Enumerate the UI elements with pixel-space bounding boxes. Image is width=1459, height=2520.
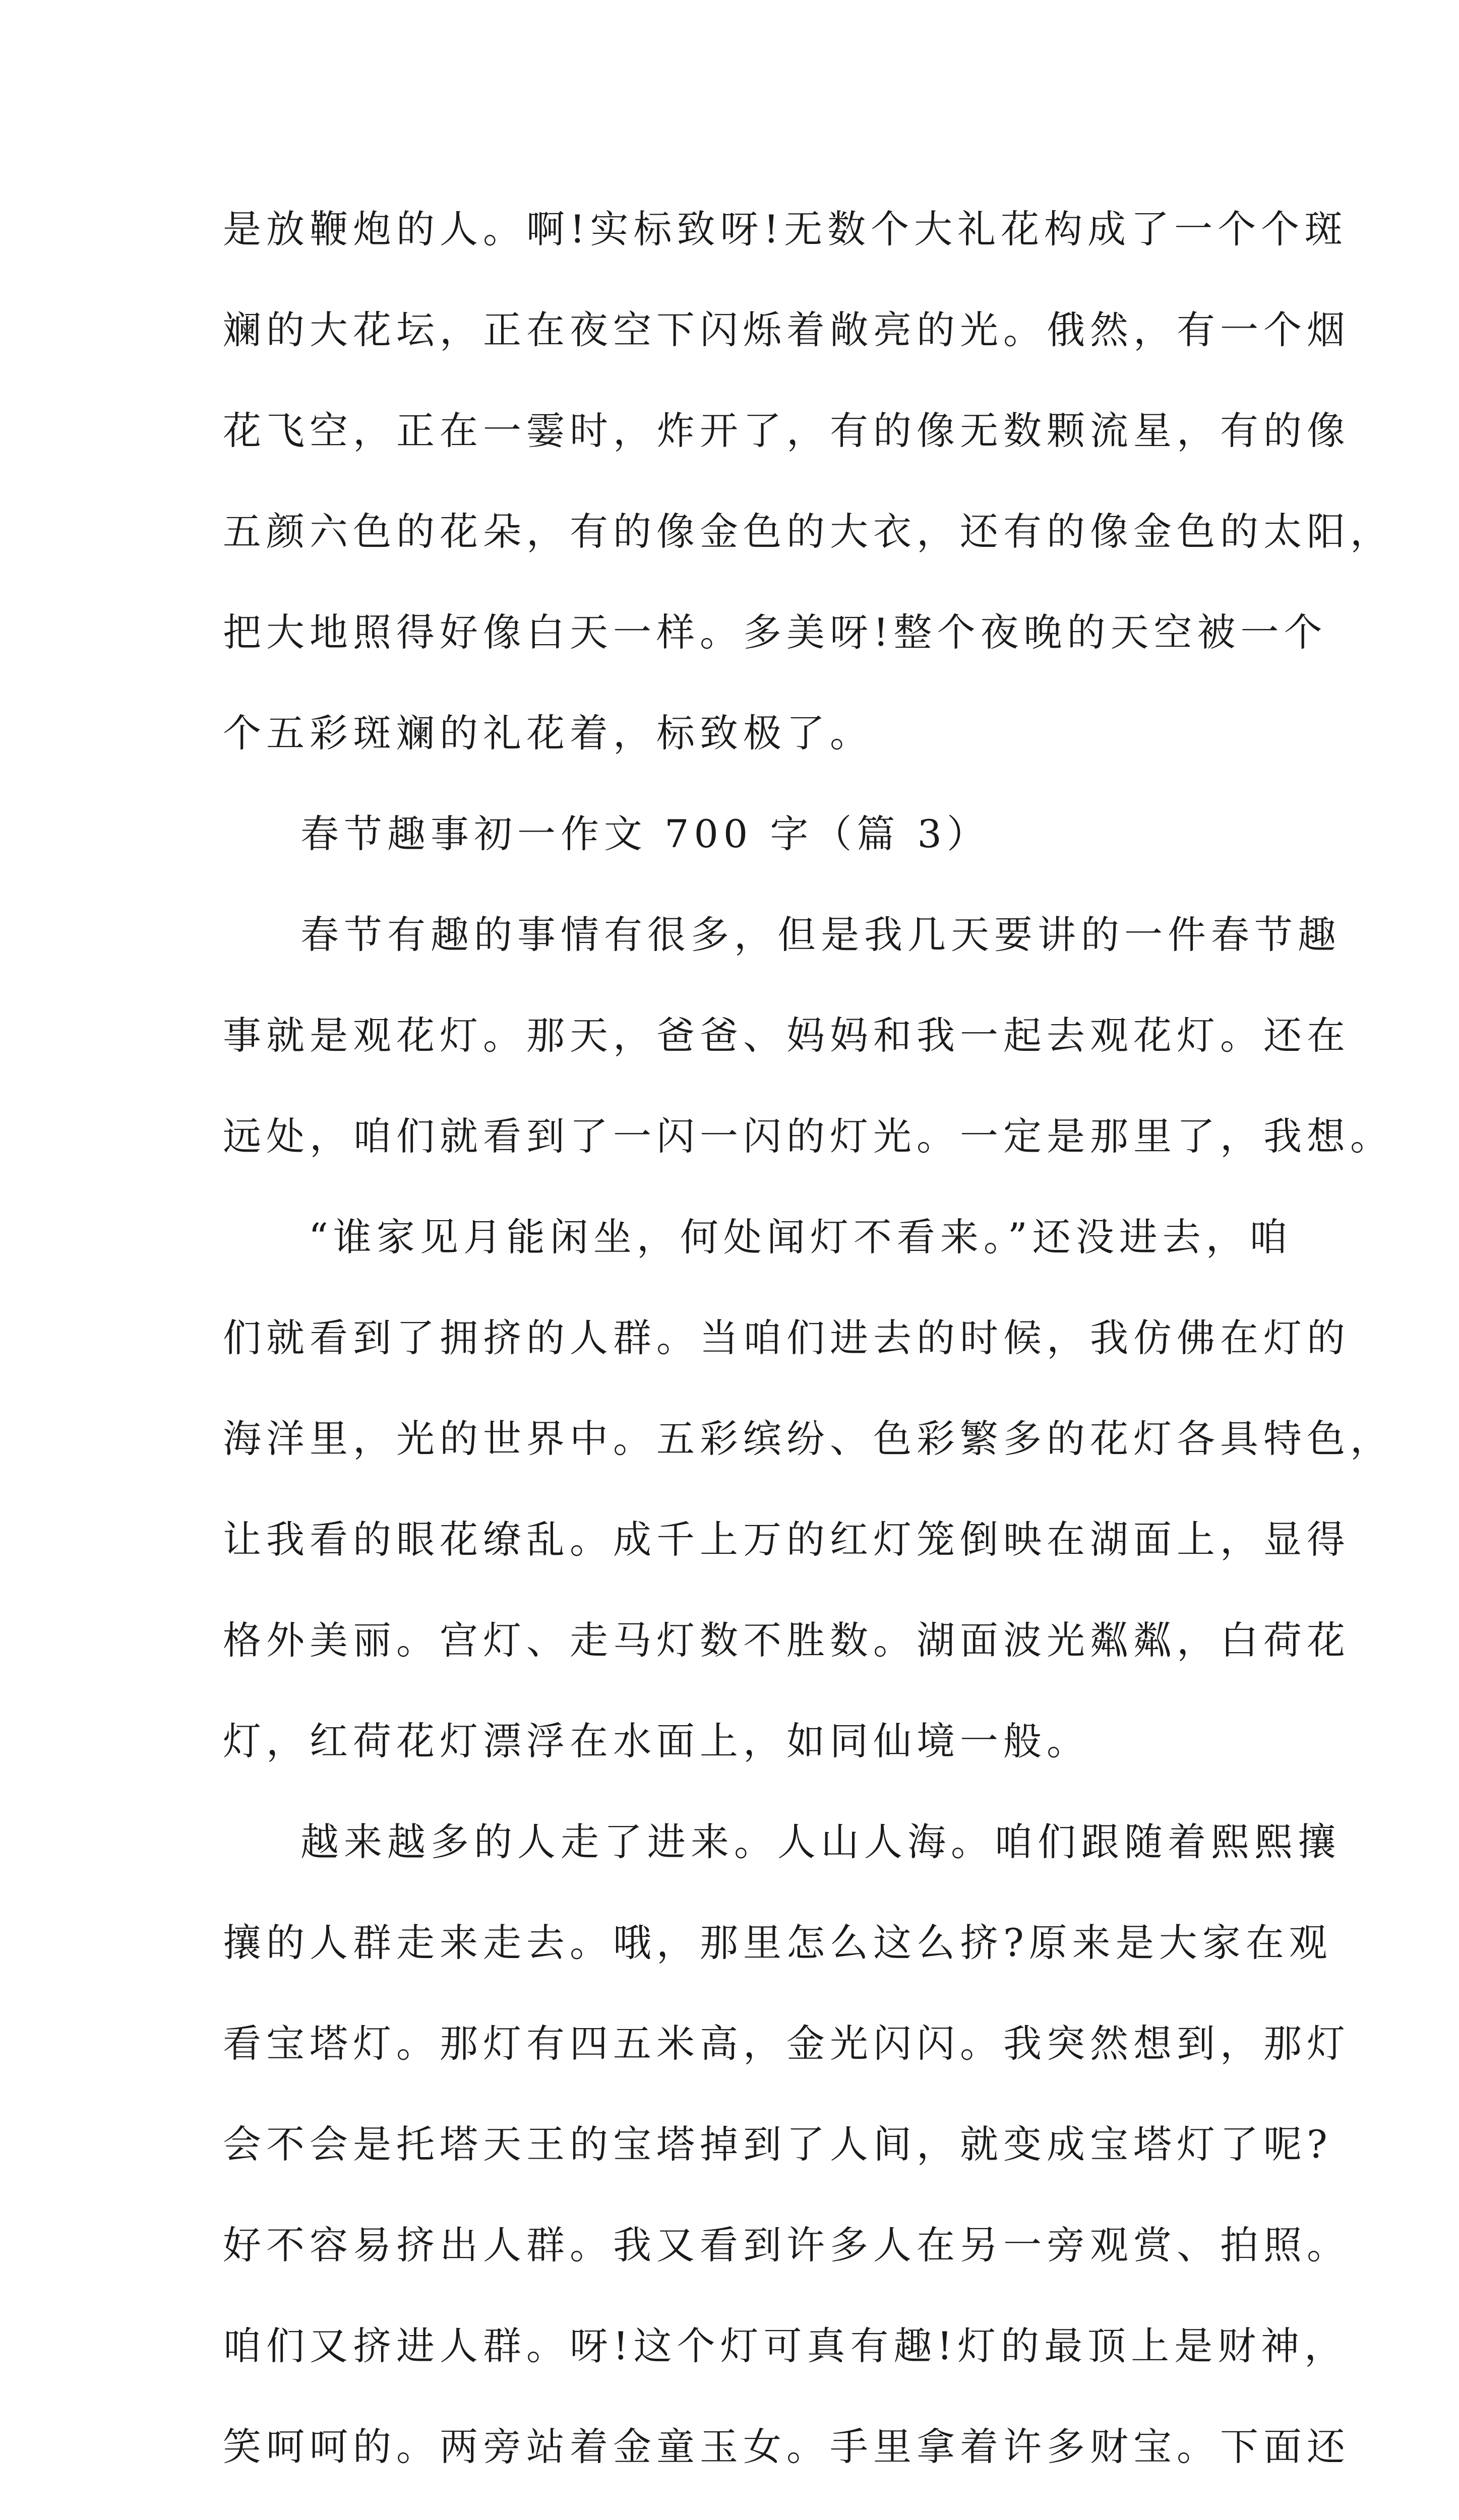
- section-heading: 春节趣事初一作文 700 字（篇 3）: [300, 811, 990, 856]
- text-line: 好不容易挤出人群。我又看到许多人在另一旁观赏、拍照。: [223, 2223, 1350, 2267]
- text-line: 看宝塔灯。那灯有四五米高，金光闪闪。我突然想到，那灯: [223, 2021, 1350, 2066]
- text-line: 笑呵呵的。两旁站着金童玉女。手里拿着许多财宝。下面还: [223, 2424, 1350, 2469]
- text-line: “谁家见月能闲坐，何处闻灯不看来。”还没进去，咱: [309, 1215, 1293, 1259]
- text-line: 越来越多的人走了进来。人山人海。咱们跟随着熙熙攘: [300, 1819, 1341, 1864]
- text-line: 个五彩斑斓的礼花着，标致极了。: [223, 711, 873, 755]
- text-line: 远处，咱们就看到了一闪一闪的灯光。一定是那里了，我想。: [223, 1114, 1393, 1159]
- text-line: 攘的人群走来走去。哦，那里怎么这么挤?原来是大家在观: [223, 1920, 1332, 1965]
- text-line: 海洋里，光的世界中。五彩缤纷、色彩繁多的花灯各具特色，: [223, 1416, 1393, 1461]
- text-line: 让我看的眼花缭乱。成千上万的红灯笼倒映在湖面上，显得: [223, 1517, 1350, 1562]
- text-line: 事就是观花灯。那天，爸爸、妈妈和我一起去观花灯。还在: [223, 1013, 1350, 1058]
- text-line: 会不会是托塔天王的宝塔掉到了人间，就变成宝塔灯了呢?: [223, 2122, 1332, 2167]
- article-body: [223, 179, 1393, 2520]
- text-line: 是放鞭炮的人。啊!实标致呀!无数个大礼花构成了一个个斑: [223, 207, 1348, 251]
- text-line: 春节有趣的事情有很多，但是我几天要讲的一件春节趣: [300, 912, 1341, 957]
- text-line: 们就看到了拥挤的人群。当咱们进去的时候，我仿佛在灯的: [223, 1315, 1350, 1360]
- text-line: [223, 2497, 1251, 2520]
- text-line: 格外美丽。宫灯、走马灯数不胜数。湖面波光粼粼，白荷花: [223, 1618, 1350, 1663]
- text-line: 五颜六色的花朵，有的像金色的大衣，还有的像金色的太阳，: [223, 509, 1393, 554]
- text-line: 斓的大花坛，正在夜空下闪烁着敞亮的光。俄然，有一个烟: [223, 307, 1350, 352]
- text-line: 咱们又挤进人群。呀!这个灯可真有趣!灯的最顶上是财神，: [223, 2323, 1348, 2368]
- text-line: 把大地照得好像白天一样。多美呀!整个夜晚的天空被一个: [223, 610, 1327, 655]
- text-line: 花飞空，正在一霎时，炸开了，有的像无数颗流星，有的像: [223, 408, 1350, 453]
- text-line: 灯，红荷花灯漂浮在水面上，如同仙境一般。: [223, 1719, 1090, 1763]
